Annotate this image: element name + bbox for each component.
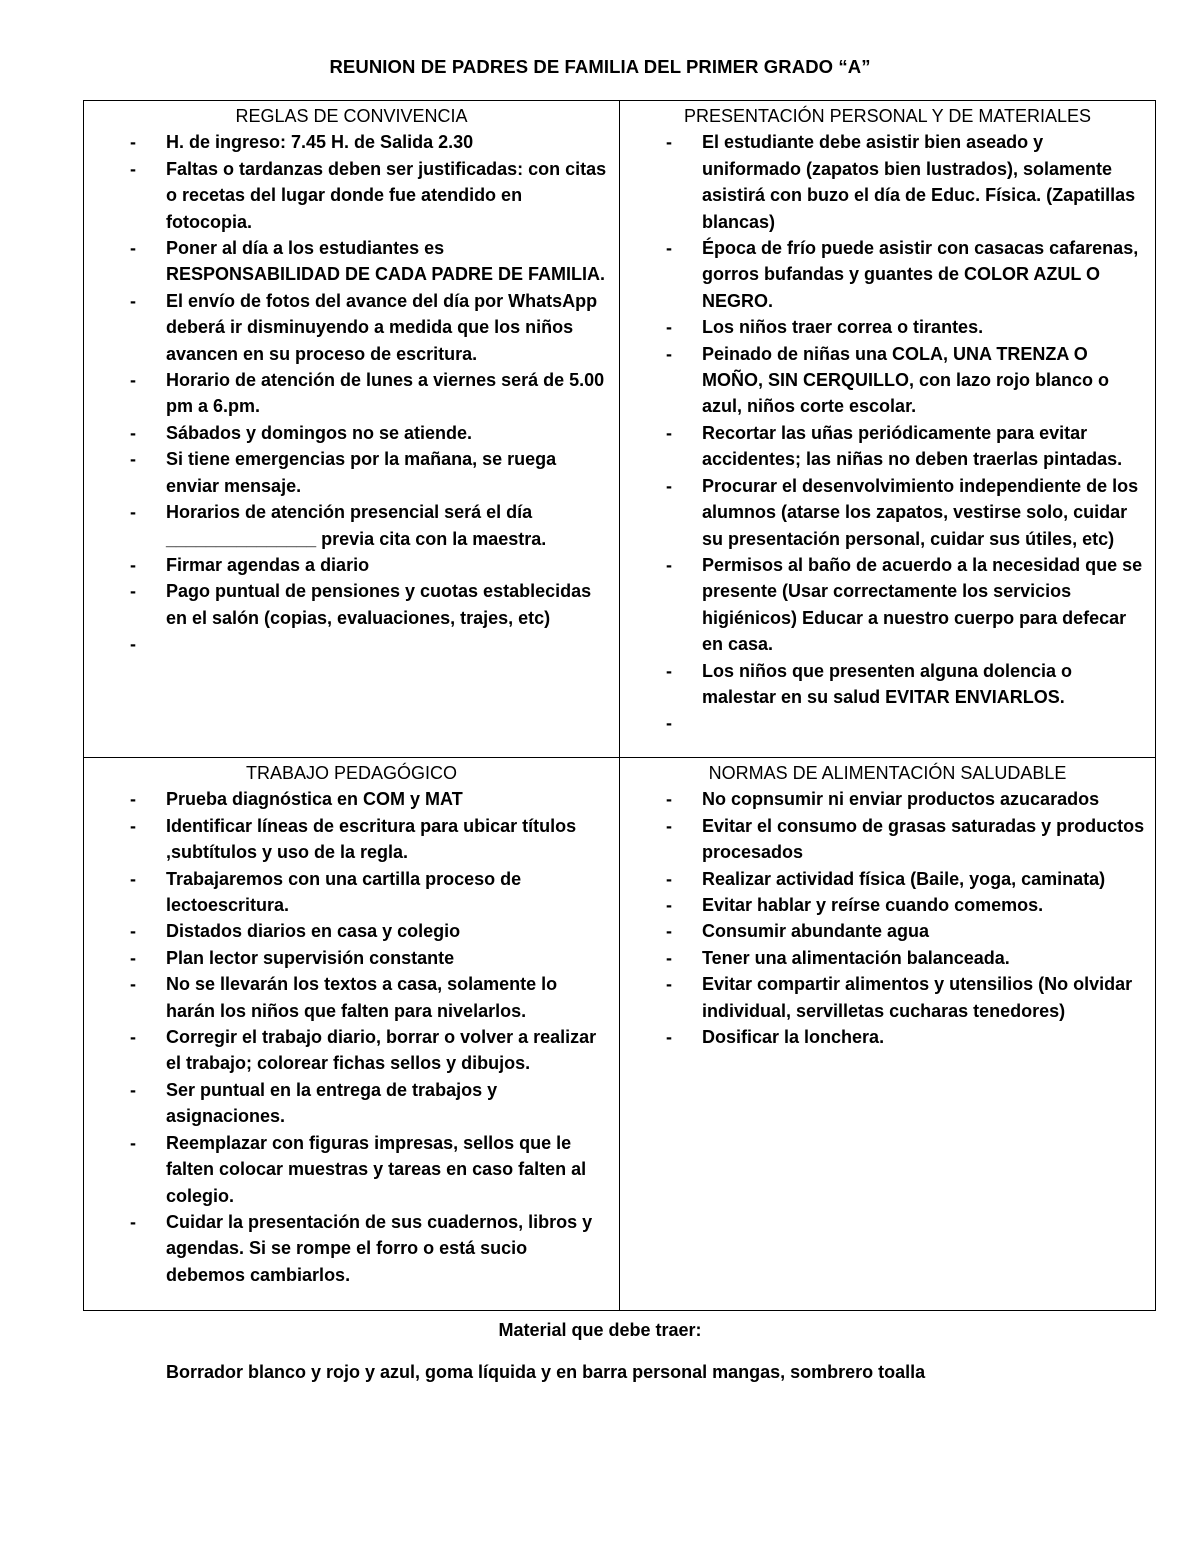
bullet-dash: - (666, 660, 672, 681)
bullet-dash: - (666, 947, 672, 968)
list-item (626, 658, 1149, 711)
list-item-text: Identificar líneas de escritura para ubicar títulos ,subtítulos y uso de la regla. (166, 815, 577, 863)
bullet-dash: - (130, 449, 136, 470)
list-item-text: Realizar actividad física (Baile, yoga, caminata) (702, 868, 1106, 889)
materials-text: Borrador blanco y rojo y azul, goma líquida y en barra personal mangas, sombrero toalla (166, 1362, 926, 1382)
list-item-text: Pago puntual de pensiones y cuotas establecidas en el salón (copias, evaluaciones, trajes, etc) (166, 581, 592, 628)
list-item-text: H. de ingreso: 7.45 H. de Salida 2.30 (166, 132, 474, 153)
bullet-dash: - (130, 290, 136, 311)
section-heading: NORMAS DE ALIMENTACIÓN SALUDABLE (708, 763, 1067, 783)
section-heading: PRESENTACIÓN PERSONAL Y DE MATERIALES (683, 106, 1092, 126)
list-item (90, 971, 613, 1024)
item-list (90, 786, 613, 1288)
bullet-dash: - (666, 343, 672, 364)
section-cell (620, 101, 1156, 758)
list-item (626, 1024, 1149, 1050)
bullet-dash: - (666, 713, 672, 734)
bullet-dash: - (130, 1079, 136, 1100)
list-item (90, 446, 613, 499)
list-item (626, 341, 1149, 420)
document-title: REUNION DE PADRES DE FAMILIA DEL PRIMER GRADO “A” (329, 56, 871, 77)
bullet-dash: - (130, 370, 136, 391)
list-item (90, 813, 613, 866)
list-item (626, 918, 1149, 944)
list-item (626, 420, 1149, 473)
bullet-dash: - (130, 554, 136, 575)
bullet-dash: - (666, 974, 672, 995)
list-item (90, 866, 613, 919)
section-cell (84, 101, 620, 758)
list-item-text: Horario de atención de lunes a viernes será de 5.00 pm a 6.pm. (166, 370, 605, 417)
list-item (90, 918, 613, 944)
bullet-dash: - (130, 868, 136, 889)
section-heading: TRABAJO PEDAGÓGICO (245, 763, 458, 783)
list-item (90, 367, 613, 420)
list-item-text: Época de frío puede asistir con casacas cafarenas, gorros bufandas y guantes de COLOR AZUL O NEGRO. (702, 238, 1139, 311)
bullet-dash: - (130, 947, 136, 968)
list-item (626, 710, 1149, 736)
list-item (90, 578, 613, 631)
list-item-text: El estudiante debe asistir bien aseado y uniformado (zapatos bien lustrados), solamente asistirá con buzo el día de Educ. Física. (Zapatillas blancas) (702, 132, 1136, 232)
list-item-text: Dosificar la lonchera. (702, 1027, 885, 1048)
list-item (626, 813, 1149, 866)
list-item (90, 156, 613, 235)
list-item-text: Cuidar la presentación de sus cuadernos, libros y agendas. Si se rompe el forro o está sucio debemos cambiarlos. (166, 1211, 593, 1285)
list-item (626, 552, 1149, 658)
list-item-text: Los niños que presenten alguna dolencia o malestar en su salud EVITAR ENVIARLOS. (702, 660, 1073, 707)
list-item-text: Distados diarios en casa y colegio (166, 921, 461, 942)
list-item-text: Poner al día a los estudiantes es RESPONSABILIDAD DE CADA PADRE DE FAMILIA. (166, 238, 606, 285)
list-item-text: No copnsumir ni enviar productos azucarados (702, 789, 1100, 810)
list-item (90, 1024, 613, 1077)
list-item-text: Sábados y domingos no se atiende. (166, 422, 473, 443)
list-item-text: Firmar agendas a diario (166, 554, 370, 575)
item-list (626, 129, 1149, 736)
list-item (90, 1130, 613, 1209)
bullet-dash: - (130, 132, 136, 153)
bullet-dash: - (666, 789, 672, 810)
list-item-text: Evitar el consumo de grasas saturadas y productos procesados (702, 815, 1145, 863)
list-item (626, 786, 1149, 812)
list-item (626, 314, 1149, 340)
list-item-text: Evitar hablar y reírse cuando comemos. (702, 895, 1044, 916)
bullet-dash: - (666, 317, 672, 338)
list-item (90, 235, 613, 288)
section-heading: REGLAS DE CONVIVENCIA (235, 106, 468, 126)
list-item-text: Consumir abundante agua (702, 921, 930, 942)
list-item-text: Faltas o tardanzas deben ser justificadas: con citas o recetas del lugar donde fue atendido en fotocopia. (166, 158, 607, 232)
list-item (626, 473, 1149, 552)
list-item-text: Permisos al baño de acuerdo a la necesidad que se presente (Usar correctamente los servicios higiénicos) Educar a nuestro cuerpo para defecar en casa. (702, 554, 1143, 655)
list-item-text: Corregir el trabajo diario, borrar o volver a realizar el trabajo; colorear fichas sellos y dibujos. (166, 1027, 597, 1074)
bullet-dash: - (666, 132, 672, 153)
bullet-dash: - (130, 921, 136, 942)
bullet-dash: - (130, 422, 136, 443)
list-item (90, 552, 613, 578)
list-item-text: Si tiene emergencias por la mañana, se ruega enviar mensaje. (166, 449, 557, 496)
list-item (90, 631, 613, 657)
bullet-dash: - (130, 634, 136, 655)
bullet-dash: - (130, 581, 136, 602)
list-item (90, 1077, 613, 1130)
list-item-text: No se llevarán los textos a casa, solamente lo harán los niños que falten para nivelarlos. (166, 974, 558, 1021)
list-item (90, 288, 613, 367)
list-item (626, 129, 1149, 235)
bullet-dash: - (666, 868, 672, 889)
list-item (90, 129, 613, 155)
list-item-text: Reemplazar con figuras impresas, sellos que le falten colocar muestras y tareas en caso falten al colegio. (166, 1132, 587, 1206)
item-list (626, 786, 1149, 1050)
list-item (626, 892, 1149, 918)
list-item (90, 945, 613, 971)
bullet-dash: - (666, 422, 672, 443)
materials-title: Material que debe traer: (498, 1320, 702, 1340)
bullet-dash: - (130, 815, 136, 836)
rules-table (83, 100, 1156, 1311)
list-item (626, 235, 1149, 314)
list-item (90, 420, 613, 446)
bullet-dash: - (666, 238, 672, 259)
list-item-text: Trabajaremos con una cartilla proceso de lectoescritura. (166, 868, 522, 916)
list-item (90, 786, 613, 812)
bullet-dash: - (666, 895, 672, 916)
bullet-dash: - (666, 815, 672, 836)
bullet-dash: - (666, 921, 672, 942)
list-item-text: Horarios de atención presencial será el día _______________ previa cita con la maestra. (166, 502, 547, 549)
list-item (90, 499, 613, 552)
bullet-dash: - (130, 1027, 136, 1048)
list-item-text: Peinado de niñas una COLA, UNA TRENZA O MOÑO, SIN CERQUILLO, con lazo rojo blanco o azul, niños corte escolar. (702, 343, 1110, 417)
bullet-dash: - (130, 1211, 136, 1232)
bullet-dash: - (130, 158, 136, 179)
list-item-text: El envío de fotos del avance del día por WhatsApp deberá ir disminuyendo a medida que los niños avancen en su proceso de escritura. (166, 290, 598, 364)
bullet-dash: - (130, 974, 136, 995)
item-list (90, 129, 613, 657)
list-item-text: Los niños traer correa o tirantes. (702, 317, 984, 338)
section-cell (620, 758, 1156, 1311)
list-item (90, 1209, 613, 1288)
list-item (626, 945, 1149, 971)
list-item-text: Plan lector supervisión constante (166, 947, 455, 968)
list-item (626, 971, 1149, 1024)
list-item-text: Ser puntual en la entrega de trabajos y asignaciones. (166, 1079, 498, 1127)
list-item-text: Recortar las uñas periódicamente para evitar accidentes; las niñas no deben traerlas pintadas. (702, 422, 1123, 470)
list-item-text: Prueba diagnóstica en COM y MAT (166, 789, 463, 810)
list-item-text: Tener una alimentación balanceada. (702, 947, 1010, 968)
bullet-dash: - (666, 475, 672, 496)
section-cell (84, 758, 620, 1311)
bullet-dash: - (130, 238, 136, 259)
list-item-text: Evitar compartir alimentos y utensilios (No olvidar individual, servilletas cucharas tenedores) (702, 974, 1133, 1021)
list-item-text: Procurar el desenvolvimiento independiente de los alumnos (atarse los zapatos, vestirse solo, cuidar su presentación personal, cuidar sus útiles, etc) (702, 475, 1139, 549)
bullet-dash: - (130, 1132, 136, 1153)
list-item (626, 866, 1149, 892)
bullet-dash: - (666, 554, 672, 575)
bullet-dash: - (130, 502, 136, 523)
bullet-dash: - (130, 789, 136, 810)
bullet-dash: - (666, 1027, 672, 1048)
